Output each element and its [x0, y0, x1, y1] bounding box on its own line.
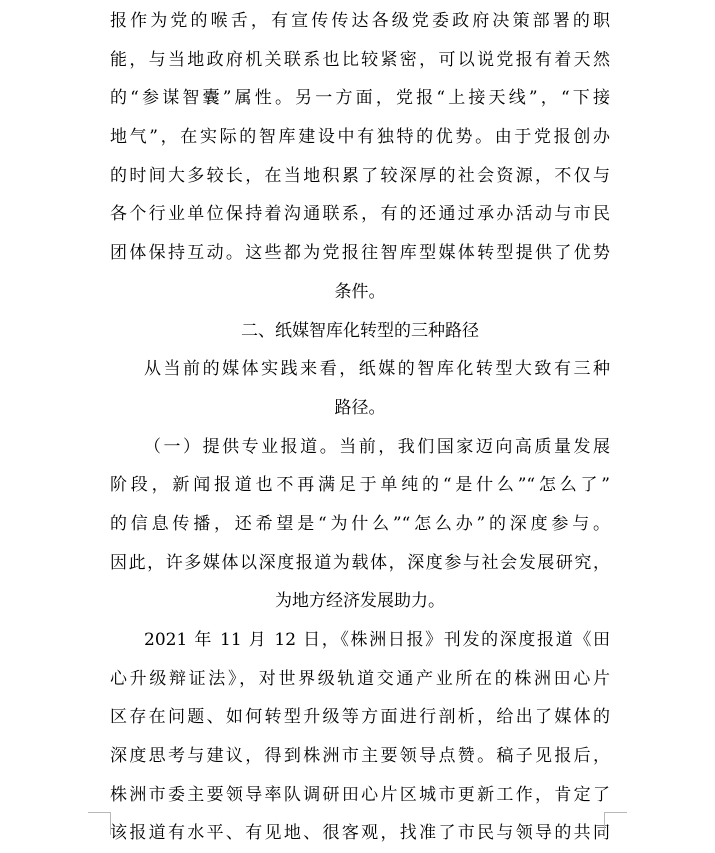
text-line: 从当前的媒体实践来看，纸媒的智库化转型大致有三种 [144, 359, 610, 380]
text-line: 能，与当地政府机关联系也比较紧密，可以说党报有着天然 [110, 49, 610, 70]
text-line: 的“参谋智囊”属性。另一方面，党报“上接天线”，“下接 [110, 88, 610, 109]
document-body [110, 0, 610, 853]
text-line: 深度思考与建议，得到株洲市主要领导点赞。稿子见报后， [110, 746, 610, 767]
text-line: 地气”，在实际的智库建设中有独特的优势。由于党报创办 [110, 127, 610, 148]
paragraph-end-line: 条件。 [334, 281, 386, 302]
page-corner-mark-right [604, 812, 627, 835]
paragraph-end-line: 路径。 [334, 397, 386, 418]
text-line: 因此，许多媒体以深度报道为载体，深度参与社会发展研究， [110, 552, 610, 573]
text-line: 该报道有水平、有见地、很客观，找准了市民与领导的共同 [110, 823, 610, 844]
text-line: 的信息传播，还希望是“为什么”“怎么办”的深度参与。 [110, 513, 610, 534]
text-line: 心升级辩证法》，对世界级轨道交通产业所在的株洲田心片 [110, 668, 610, 689]
text-line: 各个行业单位保持着沟通联系，有的还通过承办活动与市民 [110, 204, 610, 225]
text-line: 区存在问题、如何转型升级等方面进行剖析，给出了媒体的 [110, 707, 610, 728]
paragraph-end-line: 为地方经济发展助力。 [275, 591, 445, 612]
section-heading: 二、纸媒智库化转型的三种路径 [241, 320, 479, 341]
page-corner-mark-left [88, 812, 111, 835]
text-line: 报作为党的喉舌，有宣传传达各级党委政府决策部署的职 [110, 11, 610, 31]
text-line: 株洲市委主要领导率队调研田心片区城市更新工作，肯定了 [110, 784, 610, 805]
text-line: 团体保持互动。这些都为党报往智库型媒体转型提供了优势 [110, 243, 610, 264]
text-line: 阶段，新闻报道也不再满足于单纯的“是什么”“怎么了” [110, 475, 610, 496]
text-line: 的时间大多较长，在当地积累了较深厚的社会资源，不仅与 [110, 165, 610, 186]
text-line: 2021 年 11 月 12 日，《株洲日报》刊发的深度报道《田 [144, 630, 610, 650]
subheading-line: （一）提供专业报道。当前，我们国家迈向高质量发展 [144, 436, 610, 457]
